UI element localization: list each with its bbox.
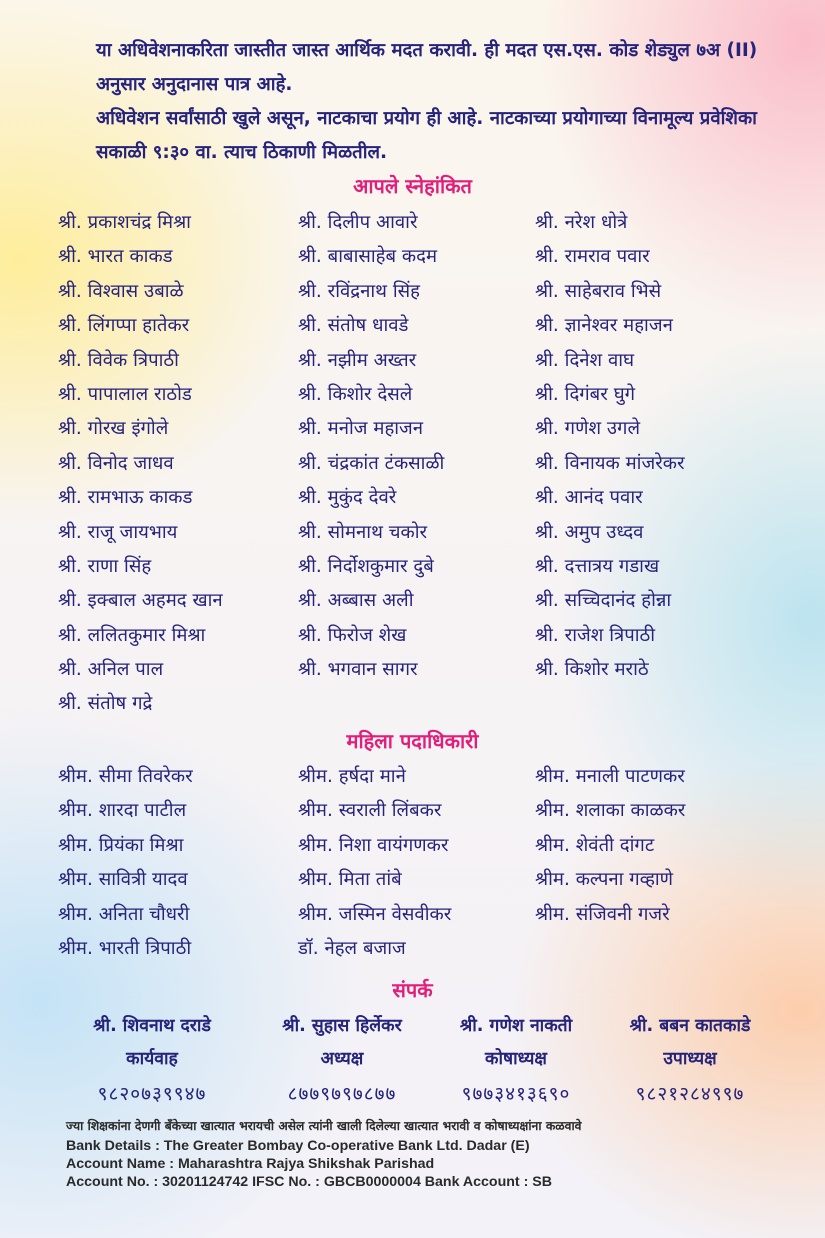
name-entry: श्री. विवेक त्रिपाठी: [58, 349, 179, 371]
name-entry: श्री. किशोर देसले: [298, 383, 413, 405]
intro-paragraph-1: या अधिवेशनाकरिता जास्तीत जास्त आर्थिक मदत करावी. ही मदत एस.एस. कोड शेड्युल ७अ (II) अनुसार अनुदानास पात्र आहे.: [96, 40, 758, 95]
name-entry: श्रीम. भारती त्रिपाठी: [58, 937, 192, 959]
name-entry: श्री. मुकुंद देवरे: [298, 487, 397, 509]
donation-note: ज्या शिक्षकांना देणगी बँकेच्या खात्यात भरायची असेल त्यांनी खाली दिलेल्या खात्यात भरावी व कोषाध्यक्षांना कळवावे: [66, 1119, 582, 1133]
name-entry: श्रीम. शलाका काळकर: [535, 800, 686, 822]
name-entry: श्रीम. सीमा तिवरेकर: [58, 766, 193, 787]
intro-paragraph-2: अधिवेशन सर्वांसाठी खुले असून, नाटकाचा प्रयोग ही आहे. नाटकाच्या प्रयोगाच्या विनामूल्य प्रवेशिका सकाळी ९:३० वा. त्याच ठिकाणी मिळतील.: [96, 108, 757, 163]
name-entry: श्री. गोरख इंगोले: [58, 418, 169, 440]
name-entry: श्री. बाबासाहेब कदम: [298, 246, 438, 268]
name-entry: श्रीम. अनिता चौधरी: [58, 903, 190, 925]
contact-phone: ८७७९७९७८७७: [287, 1083, 397, 1105]
name-entry: श्रीम. संजिवनी गजरे: [535, 903, 670, 925]
name-entry: श्री. संतोष गद्रे: [58, 693, 153, 715]
contact-role: कार्यवाह: [126, 1049, 178, 1069]
supporters-column-2: [298, 206, 444, 687]
name-entry: श्री. साहेबराव भिसे: [535, 280, 662, 302]
name-entry: श्री. विश्वास उबाळे: [58, 280, 184, 302]
name-entry: श्रीम. कल्पना गव्हाणे: [535, 869, 674, 891]
account-number: Account No. : 30201124742 IFSC No. : GBCB0000004 Bank Account : SB: [66, 1174, 552, 1190]
name-entry: श्री. संतोष धावडे: [298, 315, 409, 337]
contact-name: श्री. बबन कातकाडे: [629, 1016, 751, 1036]
name-entry: श्रीम. हर्षदा माने: [298, 766, 406, 787]
name-entry: श्री. दिगंबर घुगे: [535, 383, 636, 405]
name-entry: श्री. रविंद्रनाथ सिंह: [298, 280, 421, 302]
bank-details: [66, 1116, 581, 1191]
name-entry: श्री. आनंद पवार: [535, 487, 643, 509]
contact-phone: ९८२१२८४९९७: [635, 1083, 745, 1105]
name-entry: श्रीम. जस्मिन वेसवीकर: [298, 903, 452, 925]
name-entry: श्रीम. शारदा पाटील: [58, 800, 187, 822]
name-entry: श्रीम. निशा वायंगणकर: [298, 834, 449, 856]
supporters-column-3: [535, 206, 685, 687]
contact-role: अध्यक्ष: [320, 1049, 364, 1069]
contact-phone: ९७७३४१३६९०: [461, 1083, 571, 1105]
name-entry: श्री. अनिल पाल: [58, 659, 164, 681]
name-entry: श्री. किशोर मराठे: [535, 659, 649, 681]
contact-heading: संपर्क: [392, 978, 433, 1002]
name-entry: श्री. दिलीप आवारे: [298, 212, 418, 233]
intro-text: [56, 34, 786, 170]
name-entry: श्री. विनायक मांजरेकर: [535, 452, 685, 474]
name-entry: श्री. राजेश त्रिपाठी: [535, 624, 656, 646]
women-office-bearers-heading: महिला पदाधिकारी: [346, 729, 479, 753]
name-entry: श्रीम. मनाली पाटणकर: [535, 766, 685, 787]
contact-name: श्री. शिवनाथ दराडे: [93, 1016, 211, 1036]
name-entry: श्री. गणेश उगले: [535, 418, 640, 440]
name-entry: श्री. राजू जायभाय: [58, 521, 178, 543]
name-entry: श्रीम. सावित्री यादव: [58, 869, 188, 891]
name-entry: श्री. रामभाऊ काकड: [58, 487, 193, 509]
name-entry: श्री. चंद्रकांत टंकसाळी: [298, 452, 445, 474]
name-entry: डॉ. नेहल बजाज: [298, 937, 406, 959]
contact-role: उपाध्यक्ष: [663, 1049, 717, 1069]
women-column-3: [535, 760, 685, 932]
contact-card: [62, 1010, 242, 1112]
name-entry: श्री. भगवान सागर: [298, 659, 418, 681]
contact-name: श्री. सुहास हिर्लेकर: [282, 1016, 402, 1036]
name-entry: श्री. अमुप उध्दव: [535, 521, 644, 543]
name-entry: श्री. अब्बास अली: [298, 590, 414, 612]
name-entry: श्री. दत्तात्रय गडाख: [535, 555, 660, 577]
name-entry: श्री. रामराव पवार: [535, 246, 650, 268]
contact-card: [604, 1010, 776, 1112]
name-entry: श्री. निर्दोशकुमार दुबे: [298, 555, 434, 577]
name-entry: श्री. ज्ञानेश्वर महाजन: [535, 315, 673, 337]
name-entry: श्री. नझीम अख्तर: [298, 349, 417, 371]
name-entry: श्री. पापालाल राठोड: [58, 383, 192, 405]
name-entry: श्री. राणा सिंह: [58, 555, 152, 577]
name-entry: श्री. प्रकाशचंद्र मिश्रा: [58, 212, 191, 233]
name-entry: श्रीम. शेवंती दांगट: [535, 834, 655, 856]
name-entry: श्री. भारत काकड: [58, 246, 173, 268]
name-entry: श्रीम. प्रियंका मिश्रा: [58, 834, 184, 856]
supporters-heading: आपले स्नेहांकित: [353, 174, 472, 198]
contact-phone: ९८२०७३९९४७: [97, 1083, 207, 1105]
name-entry: श्री. सोमनाथ चकोर: [298, 521, 428, 543]
contact-card: [430, 1010, 602, 1112]
bank-name: Bank Details : The Greater Bombay Co-operative Bank Ltd. Dadar (E): [66, 1138, 530, 1154]
contact-role: कोषाध्यक्ष: [485, 1049, 547, 1069]
name-entry: श्री. लिंगप्पा हातेकर: [58, 315, 190, 337]
name-entry: श्री. फिरोज शेख: [298, 624, 407, 646]
name-entry: श्रीम. मिता तांबे: [298, 869, 402, 891]
contact-card: [252, 1010, 432, 1112]
name-entry: श्री. नरेश धोत्रे: [535, 212, 628, 233]
name-entry: श्रीम. स्वराली लिंबकर: [298, 800, 442, 822]
account-name: Account Name : Maharashtra Rajya Shikshak Parishad: [66, 1156, 435, 1172]
women-column-2: [298, 760, 451, 966]
contact-name: श्री. गणेश नाकती: [459, 1016, 573, 1036]
supporters-column-1: [58, 206, 223, 722]
name-entry: श्री. दिनेश वाघ: [535, 349, 635, 371]
name-entry: श्री. इक्बाल अहमद खान: [58, 590, 223, 612]
women-column-1: [58, 760, 193, 966]
name-entry: श्री. विनोद जाधव: [58, 452, 174, 474]
name-entry: श्री. मनोज महाजन: [298, 418, 424, 440]
name-entry: श्री. सच्चिदानंद होन्ना: [535, 590, 672, 612]
name-entry: श्री. ललितकुमार मिश्रा: [58, 624, 206, 646]
